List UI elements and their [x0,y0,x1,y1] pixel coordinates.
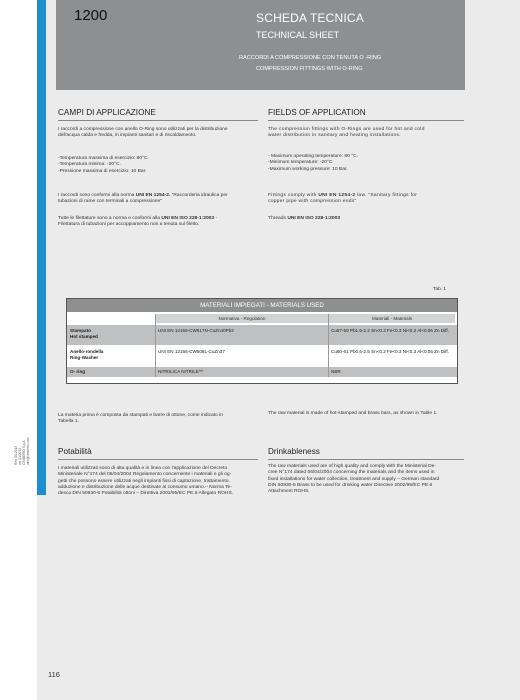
table-divider [155,314,156,377]
header-description-it: RACCORDI A COMPRESSIONE CON TENUTA O -RING [239,55,382,61]
regulation-cell: NITRILICA NITRILE^^ [158,369,204,374]
side-note [14,405,30,465]
regulation-cell: UNI EN 12165-CW617N-CuZn40Pb2 [158,328,234,333]
product-code: 1200 [74,7,108,24]
table-row [67,346,457,366]
part-cell: Stampato Hot stamped [70,328,98,339]
part-cell: Anello-rondella Ring-Washer [70,349,104,360]
section-divider [268,120,464,121]
section-divider [268,459,464,460]
table-label: Tab. 1 [433,287,447,292]
regulation-cell: UNI EN 12166-CW508L-CuZn37 [158,349,225,354]
section-heading-potability: Potabilità [58,447,92,456]
header-subtitle: TECHNICAL SHEET [256,30,340,40]
header-banner [56,0,465,90]
applications-paragraph-it: I raccordi a compressione con anello O-Ring sono utilizzati per la distribuzione dell'acqua calda e fredda, in impianti sanitari e di riscaldamento. [58,127,228,139]
side-note-line: ed. 01/2013 [18,448,22,465]
materials-cell: Cu60-61 Pb0.6-2.5 Sn<0.2 Fe<0.3 Ni<0.3 Al<0.05 Zn Diff. [331,349,449,354]
page-number: 116 [48,670,60,679]
materials-cell: Cu57-59 Pb1.6-2.2 Sn<0.3 Fe<0.3 Ni<0.2 Al<0.05 Zn Diff. [331,328,449,333]
materials-cell: NBR [331,369,341,374]
potability-paragraph: I materiali utilizzati sono di alta qualità e in linea con l'applicazione del Decreto Ministeriale N°174 del 06/04/2004 Regolamento concernente i materiali e gli og- getti che possono essere utilizzati negli impianti fissi di captazione, trattamento, adduzione e distribuzione delle acque destinate al consumo umano.– Norma Te- desca DIN 50930-6 Potabilità ottoni – Direttiva 2002/95/EC PE.6 Allegato ROHS. [58,466,234,497]
side-note-line: info@cimberio.com [26,437,30,465]
section-heading-drinkableness: Drinkableness [268,447,320,456]
section-heading-applications-it: CAMPI DI APPLICAZIONE [58,108,156,117]
section-divider [58,120,258,121]
blue-side-bar [37,0,46,495]
section-divider [58,459,258,460]
norm-paragraph-en: Fittings comply with UNI EN 1254-2 law. "Sanitary fittings for copper pipe with compression ends" [268,193,418,205]
raw-material-note-it: La materia prima è composta da stampati e barre di ottone, come indicato in Tabella 1. [58,413,224,425]
column-header-materials: Materiali - Materials [329,314,455,323]
materials-table [66,298,458,384]
table-row [67,367,457,377]
header-title: SCHEDA TECNICA [256,11,364,25]
drinkableness-paragraph: The raw materials used are of high quality and comply with the Ministerial De- cree N°174 dated 06/04/2004 concerning the materials and the items used in fixed installations for water collection, treatment and supply – German standard DIN 50930-6 Brass to be used for drinking water Directive 2002/95/EC PE.6 Attachment ROHS. [268,464,440,495]
table-divider [328,314,329,377]
thread-paragraph-en: Threads UNI EN ISO 228-1:2003 [268,216,341,221]
table-row [67,325,457,345]
raw-material-note-en: The raw material is made of hot-stamped and brass bars, as shown in Table 1. [268,411,438,416]
norm-paragraph-it: I raccordi sono conformi alla norma UNI EN 1254-2. "Raccorderia idraulica per tubazioni di rame con terminali a compressione" [58,193,228,205]
column-header-regulation: Normativa - Regulation [156,314,328,323]
part-cell: O- ring [70,369,86,374]
applications-paragraph-en: The compression fittings with O-Rings are used for hot and cold water distribution in sanitary and heating installations. [268,127,425,139]
table-title: MATERIALI IMPIEGATI - MATERIALS USED [67,299,457,312]
side-note-line: CIMBERIO S.p.A. [22,439,26,465]
header-description-en: COMPRESSION FITTINGS WITH O-RING [256,66,363,72]
section-heading-applications-en: FIELDS OF APPLICATION [268,108,366,117]
specs-list-it: -Temperatura massima di esercizio: 80°C. -Temperatura minima: -20°C. -Pressione massima di esercizio: 10 Bar. [58,156,149,174]
thread-paragraph-it: Tutte le filettature sono a norma e conformi alla UNI EN ISO 228-1:2003 - Filettatura di tubazioni per accoppiamento non a tenuta sul filetto. [58,216,218,228]
side-note-line: Rev. 00-2013 [14,446,18,465]
specs-list-en: - Maximum operating temperature: 80 °C. -Minimum temperature: -20°C -Maximum working pressure: 10 Bar. [268,154,359,172]
